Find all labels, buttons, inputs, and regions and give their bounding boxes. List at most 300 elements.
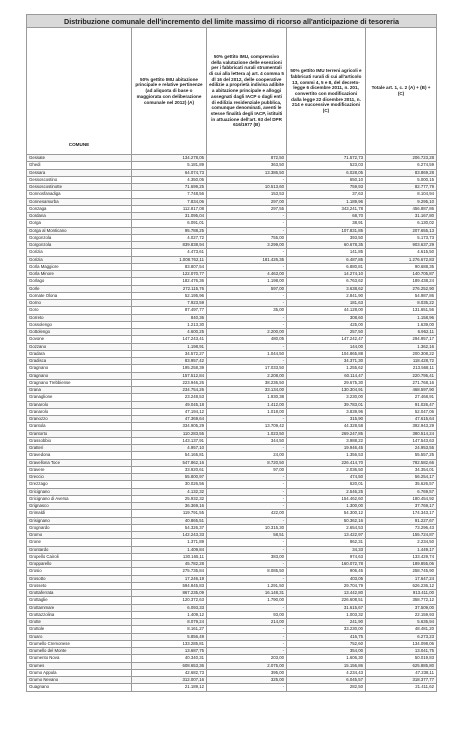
comune-name-cell: Grumello del Monte bbox=[27, 648, 132, 655]
value-b-cell: 181.426,35 bbox=[207, 256, 287, 263]
comune-name-cell: Grumo Appula bbox=[27, 669, 132, 676]
value-b-cell: - bbox=[207, 474, 287, 481]
table-row bbox=[27, 300, 437, 307]
table-row bbox=[27, 278, 437, 285]
total-cell: 2.234,50 bbox=[366, 539, 437, 546]
value-b-cell: 24,00 bbox=[207, 452, 287, 459]
table-row bbox=[27, 677, 437, 684]
value-b-cell: - bbox=[207, 292, 287, 299]
comune-name-cell: Gonnosfanadiga bbox=[27, 191, 132, 198]
table-row bbox=[27, 655, 437, 662]
value-a-cell: 6.091,01 bbox=[132, 220, 207, 227]
comune-name-cell: Grumes bbox=[27, 662, 132, 669]
value-b-cell: - bbox=[207, 227, 287, 234]
value-c-cell: 523,03 bbox=[287, 162, 366, 169]
value-a-cell: 36.369,16 bbox=[132, 503, 207, 510]
table-row bbox=[27, 582, 437, 589]
total-cell: 626.236,12 bbox=[366, 582, 437, 589]
total-cell: 5.635,94 bbox=[366, 619, 437, 626]
comune-name-cell: Gottolengo bbox=[27, 329, 132, 336]
comune-name-cell: Gradisca bbox=[27, 358, 132, 365]
table-row bbox=[27, 343, 437, 350]
value-a-cell: 1.213,30 bbox=[132, 321, 207, 328]
comune-name-cell: Granarolo bbox=[27, 408, 132, 415]
total-cell: 21.411,62 bbox=[366, 684, 437, 691]
total-cell: 8.035,22 bbox=[366, 300, 437, 307]
value-a-cell: 95.788,25 bbox=[132, 227, 207, 234]
total-cell: 174.343,17 bbox=[366, 510, 437, 517]
total-cell: 17.647,24 bbox=[366, 575, 437, 582]
value-c-cell: 13.422,97 bbox=[287, 532, 366, 539]
total-cell: 207.655,13 bbox=[366, 227, 437, 234]
value-a-cell: 119.791,55 bbox=[132, 510, 207, 517]
comune-name-cell: Gonzaga bbox=[27, 205, 132, 212]
value-c-cell: 974,63 bbox=[287, 553, 366, 560]
table-row bbox=[27, 437, 437, 444]
comune-name-cell: Gradara bbox=[27, 350, 132, 357]
value-c-cell: 474,50 bbox=[287, 474, 366, 481]
value-b-cell: 1.044,50 bbox=[207, 350, 287, 357]
table-row bbox=[27, 510, 437, 517]
table-row bbox=[27, 176, 437, 183]
value-c-cell: 31.615,67 bbox=[287, 604, 366, 611]
table-row bbox=[27, 575, 437, 582]
total-cell: 1.639,00 bbox=[366, 321, 437, 328]
value-b-cell: - bbox=[207, 633, 287, 640]
table-row bbox=[27, 561, 437, 568]
value-b-cell: 13.709,42 bbox=[207, 423, 287, 430]
value-c-cell: 282,50 bbox=[287, 684, 366, 691]
table-row bbox=[27, 336, 437, 343]
value-a-cell: 47.194,12 bbox=[132, 408, 207, 415]
table-row bbox=[27, 271, 437, 278]
value-b-cell: 2.200,00 bbox=[207, 329, 287, 336]
comune-name-cell: Gorga al Monticano bbox=[27, 227, 132, 234]
value-c-cell: 1.189,96 bbox=[287, 198, 366, 205]
value-a-cell: 33.920,61 bbox=[132, 466, 207, 473]
value-a-cell: 1.371,89 bbox=[132, 539, 207, 546]
total-cell: 91.026,47 bbox=[366, 401, 437, 408]
value-b-cell: - bbox=[207, 575, 287, 582]
distribution-table-sheet bbox=[26, 14, 436, 692]
value-b-cell: - bbox=[207, 176, 287, 183]
value-c-cell: 2.036,50 bbox=[287, 466, 366, 473]
value-b-cell: 35,00 bbox=[207, 307, 287, 314]
column-header-comune: COMUNE bbox=[27, 28, 132, 155]
table-row bbox=[27, 445, 437, 452]
comune-name-cell: Grottaferrata bbox=[27, 590, 132, 597]
value-c-cell: 6.028,05 bbox=[287, 169, 366, 176]
table-row bbox=[27, 423, 437, 430]
value-a-cell: 5.856,49 bbox=[132, 633, 207, 640]
value-c-cell: 14.274,10 bbox=[287, 271, 366, 278]
value-b-cell: 58,51 bbox=[207, 532, 287, 539]
value-a-cell: 312.007,16 bbox=[132, 677, 207, 684]
comune-name-cell: Gossolengo bbox=[27, 321, 132, 328]
value-c-cell: 19.946,45 bbox=[287, 445, 366, 452]
table-row bbox=[27, 365, 437, 372]
table-row bbox=[27, 669, 437, 676]
comune-name-cell: Gorlago bbox=[27, 278, 132, 285]
comune-name-cell: Grotte bbox=[27, 619, 132, 626]
table-row bbox=[27, 292, 437, 299]
total-cell: 37.509,00 bbox=[366, 604, 437, 611]
comune-name-cell: Goro bbox=[27, 307, 132, 314]
table-row bbox=[27, 416, 437, 423]
table-row bbox=[27, 619, 437, 626]
value-b-cell: 1.023,50 bbox=[207, 430, 287, 437]
total-cell: 189.438,24 bbox=[366, 278, 437, 285]
table-row bbox=[27, 401, 437, 408]
value-a-cell: 1.008.762,11 bbox=[132, 256, 207, 263]
value-b-cell: - bbox=[207, 445, 287, 452]
value-a-cell: 42.682,73 bbox=[132, 669, 207, 676]
value-b-cell: 10.315,30 bbox=[207, 524, 287, 531]
value-a-cell: 110.283,55 bbox=[132, 430, 207, 437]
total-cell: 220.795,41 bbox=[366, 372, 437, 379]
value-c-cell: 3.839,96 bbox=[287, 408, 366, 415]
table-row bbox=[27, 546, 437, 553]
value-b-cell: 38.236,50 bbox=[207, 379, 287, 386]
value-c-cell: 37,63 bbox=[287, 191, 366, 198]
table-row bbox=[27, 263, 437, 270]
total-cell: 6.769,57 bbox=[366, 488, 437, 495]
value-a-cell: 334.905,29 bbox=[132, 423, 207, 430]
total-cell: 118.428,72 bbox=[366, 358, 437, 365]
table-row bbox=[27, 452, 437, 459]
total-cell: 5.173,73 bbox=[366, 234, 437, 241]
value-b-cell: 1.930,38 bbox=[207, 394, 287, 401]
value-b-cell: - bbox=[207, 321, 287, 328]
table-row bbox=[27, 430, 437, 437]
table-row bbox=[27, 155, 437, 162]
value-b-cell: 1.291,50 bbox=[207, 582, 287, 589]
value-c-cell: 752,60 bbox=[287, 640, 366, 647]
value-a-cell: 5.181,89 bbox=[132, 162, 207, 169]
table-row bbox=[27, 184, 437, 191]
total-cell: 1.449,17 bbox=[366, 546, 437, 553]
total-cell: 91.227,67 bbox=[366, 517, 437, 524]
value-a-cell: 157.512,84 bbox=[132, 372, 207, 379]
value-b-cell: - bbox=[207, 358, 287, 365]
value-c-cell: 107.831,85 bbox=[287, 227, 366, 234]
value-a-cell: 8.079,24 bbox=[132, 619, 207, 626]
value-c-cell: 1.003,32 bbox=[287, 611, 366, 618]
table-row bbox=[27, 604, 437, 611]
value-a-cell: 45.782,28 bbox=[132, 561, 207, 568]
comune-name-cell: Gromo bbox=[27, 532, 132, 539]
value-a-cell: 142.243,33 bbox=[132, 532, 207, 539]
comune-name-cell: Gravere bbox=[27, 466, 132, 473]
column-header-a: 50% gettito IMU abitazione principale e relative pertinenze (ad aliquota di base o maggiorata con deliberazione comunale nel 2012) (A) bbox=[132, 28, 207, 155]
table-row bbox=[27, 242, 437, 249]
value-c-cell: 6.045,57 bbox=[287, 677, 366, 684]
table-row bbox=[27, 191, 437, 198]
value-b-cell: 344,50 bbox=[207, 437, 287, 444]
value-c-cell: 130.304,91 bbox=[287, 387, 366, 394]
comune-name-cell: Gorgonzola bbox=[27, 234, 132, 241]
value-b-cell: 97,00 bbox=[207, 466, 287, 473]
value-b-cell: 597,00 bbox=[207, 285, 287, 292]
comune-name-cell: Gravedona bbox=[27, 452, 132, 459]
comune-name-cell: Grimaldi bbox=[27, 510, 132, 517]
comune-name-cell: Grosseto bbox=[27, 582, 132, 589]
value-b-cell: 214,00 bbox=[207, 619, 287, 626]
table-row bbox=[27, 568, 437, 575]
value-c-cell: 13.442,80 bbox=[287, 590, 366, 597]
value-c-cell: 104.865,88 bbox=[287, 350, 366, 357]
comune-name-cell: Gravellona Toce bbox=[27, 459, 132, 466]
value-a-cell: 7.748,56 bbox=[132, 191, 207, 198]
table-row bbox=[27, 503, 437, 510]
value-c-cell: 354,00 bbox=[287, 648, 366, 655]
total-cell: 8.104,94 bbox=[366, 191, 437, 198]
table-row bbox=[27, 307, 437, 314]
comune-name-cell: Grognardo bbox=[27, 524, 132, 531]
value-a-cell: 13.687,75 bbox=[132, 648, 207, 655]
value-a-cell: 1.198,91 bbox=[132, 343, 207, 350]
comune-name-cell: Grumello Cremonese bbox=[27, 640, 132, 647]
value-c-cell: 650,10 bbox=[287, 176, 366, 183]
total-cell: 189.855,06 bbox=[366, 561, 437, 568]
total-cell: 1.276.672,83 bbox=[366, 256, 437, 263]
comune-name-cell: Gragnano Trebbiense bbox=[27, 379, 132, 386]
comune-name-cell: Gorizia bbox=[27, 249, 132, 256]
value-a-cell: 4.132,32 bbox=[132, 488, 207, 495]
value-b-cell: - bbox=[207, 220, 287, 227]
column-header-c: 50% gettito IMU terreni agricoli e fabbricati rurali di cui all'articolo 13, commi 4, 5 e 8, del decreto-legge 6 dicembre 2011, n. 201, convertito con modificazioni dalla legge 22 dicembre 2011, n. 214 e successive modificazioni (C) bbox=[287, 28, 366, 155]
value-b-cell: 297,00 bbox=[207, 198, 287, 205]
comune-name-cell: Grumo Nevano bbox=[27, 677, 132, 684]
total-cell: 50.019,83 bbox=[366, 655, 437, 662]
value-a-cell: 182.476,36 bbox=[132, 278, 207, 285]
table-row bbox=[27, 662, 437, 669]
value-a-cell: 867.235,09 bbox=[132, 590, 207, 597]
value-b-cell: 93,00 bbox=[207, 611, 287, 618]
total-cell: 213.568,11 bbox=[366, 365, 437, 372]
value-a-cell: 64.074,73 bbox=[132, 169, 207, 176]
value-c-cell: 862,31 bbox=[287, 539, 366, 546]
comune-name-cell: Granarolo bbox=[27, 401, 132, 408]
value-b-cell: - bbox=[207, 684, 287, 691]
total-cell: 82.777,79 bbox=[366, 184, 437, 191]
total-cell: 24.953,55 bbox=[366, 445, 437, 452]
value-c-cell: 416,75 bbox=[287, 633, 366, 640]
comune-name-cell: Grana bbox=[27, 387, 132, 394]
value-c-cell: 15.156,86 bbox=[287, 662, 366, 669]
value-a-cell: 7.923,59 bbox=[132, 300, 207, 307]
total-cell: 276.252,90 bbox=[366, 285, 437, 292]
total-cell: 54.987,86 bbox=[366, 292, 437, 299]
comune-name-cell: Gessoscostinotte bbox=[27, 184, 132, 191]
total-cell: 5.000,15 bbox=[366, 176, 437, 183]
table-row bbox=[27, 220, 437, 227]
value-b-cell: 8.720,50 bbox=[207, 459, 287, 466]
comune-name-cell: Grontardo bbox=[27, 546, 132, 553]
value-a-cell: 23.248,53 bbox=[132, 394, 207, 401]
comune-name-cell: Gropello Cairoli bbox=[27, 553, 132, 560]
table-row bbox=[27, 350, 437, 357]
comune-name-cell: Grosotto bbox=[27, 575, 132, 582]
table-row bbox=[27, 640, 437, 647]
value-a-cell: 4.350,05 bbox=[132, 176, 207, 183]
comune-name-cell: Grezzago bbox=[27, 481, 132, 488]
total-cell: 1.158,96 bbox=[366, 314, 437, 321]
table-row bbox=[27, 648, 437, 655]
total-cell: 380.514,24 bbox=[366, 430, 437, 437]
value-a-cell: 112.817,08 bbox=[132, 205, 207, 212]
value-b-cell: 16.148,31 bbox=[207, 590, 287, 597]
value-b-cell: - bbox=[207, 640, 287, 647]
value-a-cell: 134.278,05 bbox=[132, 155, 207, 162]
total-cell: 1.362,16 bbox=[366, 343, 437, 350]
value-c-cell: 29.704,79 bbox=[287, 582, 366, 589]
total-cell: 392.943,29 bbox=[366, 423, 437, 430]
value-c-cell: 44.128,00 bbox=[287, 307, 366, 314]
value-b-cell: - bbox=[207, 249, 287, 256]
total-cell: 271.768,16 bbox=[366, 379, 437, 386]
value-c-cell: 71.572,73 bbox=[287, 155, 366, 162]
total-cell: 4.615,50 bbox=[366, 249, 437, 256]
comune-name-cell: Gessara bbox=[27, 169, 132, 176]
total-cell: 134.098,06 bbox=[366, 640, 437, 647]
value-b-cell: 33.134,00 bbox=[207, 387, 287, 394]
value-b-cell: 383,00 bbox=[207, 553, 287, 560]
value-a-cell: 223.946,26 bbox=[132, 379, 207, 386]
value-a-cell: 143.137,91 bbox=[132, 437, 207, 444]
value-b-cell: - bbox=[207, 416, 287, 423]
table-row bbox=[27, 321, 437, 328]
total-cell: 6.962,11 bbox=[366, 329, 437, 336]
value-c-cell: 343,241,78 bbox=[287, 205, 366, 212]
value-b-cell: - bbox=[207, 539, 287, 546]
total-cell: 34.354,01 bbox=[366, 466, 437, 473]
total-cell: 200.308,22 bbox=[366, 350, 437, 357]
total-cell: 90.688,35 bbox=[366, 263, 437, 270]
table-row bbox=[27, 524, 437, 531]
value-c-cell: 38,91 bbox=[287, 220, 366, 227]
table-row bbox=[27, 285, 437, 292]
table-row bbox=[27, 466, 437, 473]
value-c-cell: 425,00 bbox=[287, 321, 366, 328]
value-b-cell: - bbox=[207, 314, 287, 321]
value-c-cell: 141,85 bbox=[287, 249, 366, 256]
value-c-cell: 403,05 bbox=[287, 575, 366, 582]
table-row bbox=[27, 358, 437, 365]
value-c-cell: 144,00 bbox=[287, 343, 366, 350]
table-row bbox=[27, 169, 437, 176]
table-row bbox=[27, 611, 437, 618]
table-row bbox=[27, 488, 437, 495]
table-row bbox=[27, 633, 437, 640]
table-row bbox=[27, 459, 437, 466]
value-b-cell: 203,00 bbox=[207, 655, 287, 662]
total-cell: 9.295,10 bbox=[366, 198, 437, 205]
value-c-cell: 906,45 bbox=[287, 568, 366, 575]
value-c-cell: 226.414,70 bbox=[287, 459, 366, 466]
value-b-cell: - bbox=[207, 626, 287, 633]
value-a-cell: 4.600,25 bbox=[132, 329, 207, 336]
comune-name-cell: Grassobbio bbox=[27, 437, 132, 444]
comune-name-cell: Grantola bbox=[27, 423, 132, 430]
table-row bbox=[27, 213, 437, 220]
total-cell: 358.772,12 bbox=[366, 597, 437, 604]
comune-name-cell: Gorla Minore bbox=[27, 271, 132, 278]
value-c-cell: 3.988,22 bbox=[287, 437, 366, 444]
comune-name-cell: Gorle bbox=[27, 285, 132, 292]
value-b-cell: - bbox=[207, 546, 287, 553]
comune-name-cell: Gonnesamurba bbox=[27, 198, 132, 205]
value-c-cell: 2.841,90 bbox=[287, 292, 366, 299]
value-a-cell: 195.258,39 bbox=[132, 365, 207, 372]
value-b-cell: - bbox=[207, 604, 287, 611]
value-a-cell: 272.115,76 bbox=[132, 285, 207, 292]
table-row bbox=[27, 553, 437, 560]
total-cell: 318.377,77 bbox=[366, 677, 437, 684]
table-row bbox=[27, 517, 437, 524]
table-body bbox=[27, 155, 437, 692]
value-c-cell: 60.678,35 bbox=[287, 242, 366, 249]
value-a-cell: 839.838,94 bbox=[132, 242, 207, 249]
value-b-cell: 10.513,60 bbox=[207, 184, 287, 191]
value-c-cell: 29.675,30 bbox=[287, 379, 366, 386]
table-row bbox=[27, 227, 437, 234]
comune-name-cell: Gropparello bbox=[27, 561, 132, 568]
table-row bbox=[27, 539, 437, 546]
value-c-cell: 1.356,53 bbox=[287, 452, 366, 459]
comune-name-cell: Ghedi bbox=[27, 162, 132, 169]
total-cell: 155.724,87 bbox=[366, 532, 437, 539]
value-c-cell: 3.638,62 bbox=[287, 285, 366, 292]
value-b-cell: - bbox=[207, 343, 287, 350]
total-cell: 6.130,02 bbox=[366, 220, 437, 227]
value-a-cell: 40.340,31 bbox=[132, 655, 207, 662]
value-a-cell: 4.473,61 bbox=[132, 249, 207, 256]
value-a-cell: 133.285,81 bbox=[132, 640, 207, 647]
value-b-cell: 325,00 bbox=[207, 677, 287, 684]
value-c-cell: 44.328,58 bbox=[287, 423, 366, 430]
table-row bbox=[27, 626, 437, 633]
comune-name-cell: Gornate Olona bbox=[27, 292, 132, 299]
value-a-cell: 275.735,84 bbox=[132, 568, 207, 575]
comune-name-cell: Gorizia bbox=[27, 256, 132, 263]
value-c-cell: 226.608,51 bbox=[287, 597, 366, 604]
total-cell: 55.557,25 bbox=[366, 452, 437, 459]
value-a-cell: 34.572,27 bbox=[132, 350, 207, 357]
value-a-cell: 120.372,63 bbox=[132, 597, 207, 604]
table-row bbox=[27, 379, 437, 386]
value-a-cell: 21.189,12 bbox=[132, 684, 207, 691]
comune-name-cell: Gruaro bbox=[27, 633, 132, 640]
value-a-cell: 52.195,96 bbox=[132, 292, 207, 299]
comune-name-cell: Grantorto bbox=[27, 430, 132, 437]
comune-name-cell: Granozzo bbox=[27, 416, 132, 423]
value-c-cell: 154.462,60 bbox=[287, 495, 366, 502]
comune-name-cell: Gricignano di Aversa bbox=[27, 495, 132, 502]
total-cell: 73.296,43 bbox=[366, 524, 437, 531]
value-c-cell: 50.362,16 bbox=[287, 517, 366, 524]
table-row bbox=[27, 532, 437, 539]
value-b-cell: - bbox=[207, 648, 287, 655]
value-a-cell: 54.165,81 bbox=[132, 452, 207, 459]
table-row bbox=[27, 590, 437, 597]
comune-name-cell: Grumento Nova bbox=[27, 655, 132, 662]
column-header-total: Totale art. 1, c. 2 (A) + (B) + (C) bbox=[366, 28, 437, 155]
table-row bbox=[27, 408, 437, 415]
value-a-cell: 234.754,26 bbox=[132, 387, 207, 394]
value-b-cell: 8.085,50 bbox=[207, 568, 287, 575]
table-row bbox=[27, 372, 437, 379]
